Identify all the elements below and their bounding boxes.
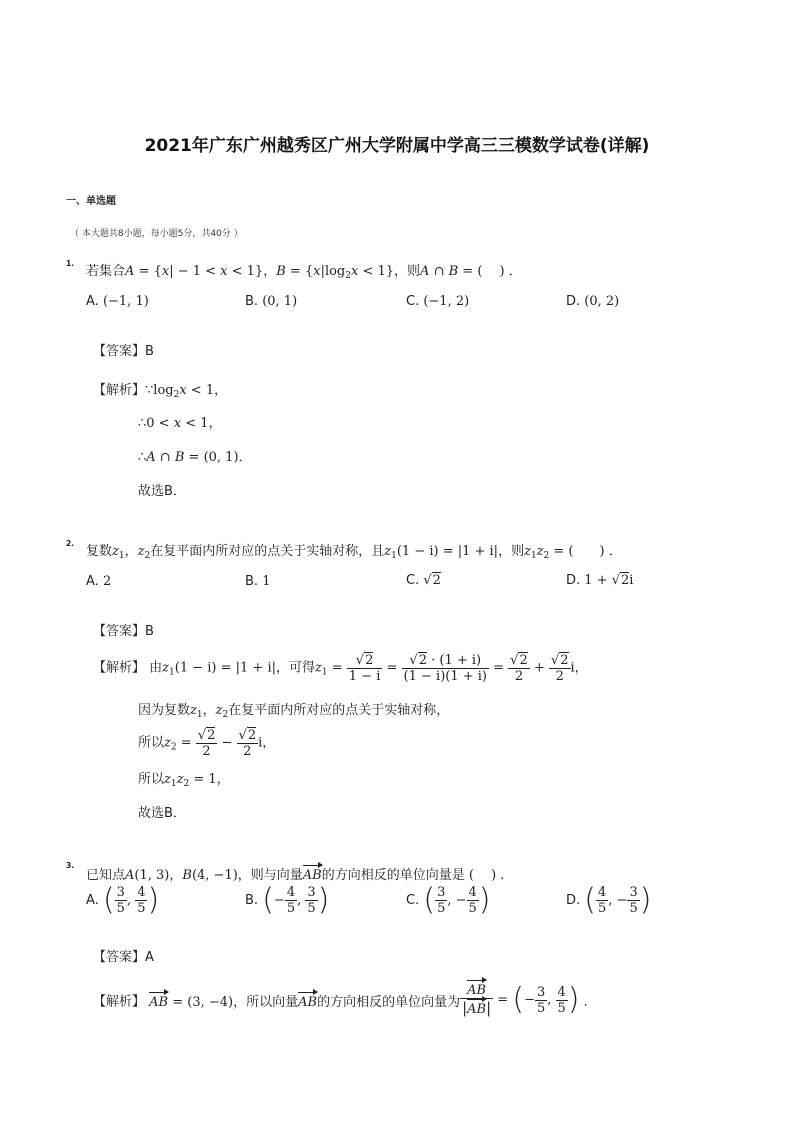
question-3-option-b: B. (− $\frac{4}{5}$ , $\frac{3}{5}$ ) xyxy=(245,882,330,918)
question-2-answer: 【答案】B xyxy=(93,624,154,639)
question-2-option-a: A. 2 xyxy=(86,574,112,589)
question-3-number: 3. xyxy=(66,861,75,870)
question-2-stem: 复数$z_1$，$z_2$在复平面内所对应的点关于实轴对称，且$z_1(1 - i) = |1 + i|$，则$z_1z_2$ = ( ) ． xyxy=(86,544,622,561)
question-1-analysis-line-2: ∴0 < x < 1， xyxy=(138,416,222,431)
section-note: （ 本大题共8小题，每小题5分，共40分 ） xyxy=(70,229,243,239)
page-title: 2021年广东广州越秀区广州大学附属中学高三三模数学试卷(详解) xyxy=(144,136,650,156)
question-1-option-d: D. (0, 2) xyxy=(566,294,620,309)
question-2-analysis-line-2: 因为复数$z_1$，$z_2$在复平面内所对应的点关于实轴对称， xyxy=(138,703,450,720)
question-3-option-c: C. ( $\frac{3}{5}$ , − $\frac{4}{5}$ ) xyxy=(406,882,491,918)
question-3-option-d: D. ( $\frac{4}{5}$ , − $\frac{3}{5}$ ) xyxy=(566,882,652,918)
question-1-analysis-line-1: 【解析】$\because\log_2x < 1$， xyxy=(93,383,228,400)
question-1-analysis-line-3: ∴A ∩ B = (0, 1)． xyxy=(138,450,252,465)
question-2-option-c: C. √2 xyxy=(406,573,441,588)
question-2-analysis-line-5: 故选B． xyxy=(138,806,186,821)
question-2-analysis-line-4: 所以$z_1z_2 = 1$， xyxy=(138,772,230,789)
question-1-option-c: C. (−1, 2) xyxy=(406,294,470,309)
question-1-answer: 【答案】B xyxy=(93,344,154,359)
question-2-analysis-line-1: 【解析】 由$z_1(1 - i) = |1 + i|$，可得$z_1$ = $\frac{√2}{1 - i}$ = $\frac{√2 \cdot (1 + i)}{(1 - i)(1 + i)}$ = $\frac{√2}{2}$ + $\frac{√2}{2}$ i， xyxy=(93,653,588,684)
question-3-analysis-line-1: 【解析】 AB = (3, −4)，所以向量AB的方向相反的单位向量为 $\frac{AB}{|AB|}$ = (− $\frac{3}{5}$ , $\frac{4}{5}$ ) ． xyxy=(93,982,597,1017)
question-2-option-d: D. 1 + √2i xyxy=(566,573,634,588)
question-3-stem: 已知点A(1, 3)，B(4, −1)，则与向量AB的方向相反的单位向量是 ( ) ． xyxy=(86,868,514,883)
question-1-option-a: A. (−1, 1) xyxy=(86,294,149,309)
question-1-number: 1. xyxy=(66,259,75,268)
question-3-answer: 【答案】A xyxy=(93,950,154,965)
question-1-option-b: B. (0, 1) xyxy=(245,294,298,309)
question-2-analysis-line-3: 所以$z_2$ = $\frac{√2}{2}$ − $\frac{√2}{2}$ i， xyxy=(138,728,276,759)
question-1-stem: 若集合A = {x| − 1 < x < 1}，$B = \{x|\log_2x < 1\}$，则A ∩ B = ( ) ． xyxy=(86,264,522,281)
question-2-option-b: B. 1 xyxy=(245,574,271,589)
question-1-analysis-line-4: 故选B． xyxy=(138,484,186,499)
section-heading: 一、单选题 xyxy=(66,196,116,207)
question-2-number: 2. xyxy=(66,539,75,548)
question-3-option-a: A. ( $\frac{3}{5}$ , $\frac{4}{5}$ ) xyxy=(86,882,160,918)
